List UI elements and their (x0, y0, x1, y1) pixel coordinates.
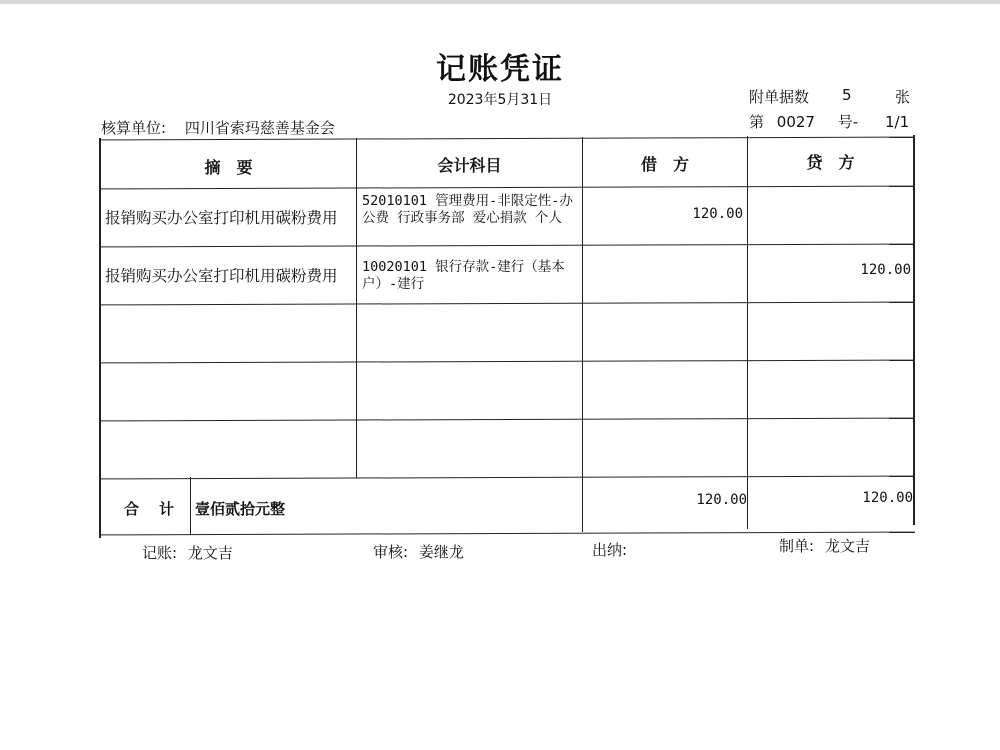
row-line-4 (99, 418, 915, 422)
scan-top-edge (0, 0, 1000, 4)
bookkeeper-name: 龙文吉 (187, 544, 233, 562)
cashier-label: 出纳: (592, 541, 628, 559)
col-divider-2 (582, 137, 583, 532)
page-indicator: 1/1 (884, 113, 910, 131)
voucher-number-line (749, 111, 909, 132)
bookkeeper-label: 记账: (142, 544, 178, 562)
total-credit: 120.00 (862, 490, 913, 506)
voucher-title: 记账凭证 (436, 52, 564, 87)
header-account: 会计科目 (437, 156, 502, 175)
preparer-name: 龙文吉 (824, 537, 870, 555)
header-summary: 摘 要 (204, 158, 253, 177)
attachments-unit: 张 (895, 88, 911, 106)
table-border-right (913, 135, 915, 525)
number-suffix: 号- (837, 113, 859, 131)
preparer-label: 制单: (779, 537, 815, 555)
cashier-signature (592, 539, 633, 560)
row2-summary: 报销购买办公室打印机用碳粉费用 (105, 267, 338, 285)
unit-label: 核算单位: (101, 119, 167, 137)
attachments-info (749, 86, 911, 107)
attachments-count: 5 (842, 86, 852, 104)
reviewer-label: 审核: (373, 543, 409, 561)
accounting-unit (101, 117, 335, 138)
attachments-label: 附单据数 (749, 88, 810, 106)
row1-summary: 报销购买办公室打印机用碳粉费用 (105, 209, 338, 227)
row-line-5 (99, 476, 915, 480)
bookkeeper-signature (142, 542, 233, 563)
row2-credit: 120.00 (860, 262, 911, 278)
row1-debit: 120.00 (692, 206, 743, 222)
reviewer-signature (373, 541, 464, 562)
header-debit: 借 方 (640, 155, 689, 174)
total-amount-words: 壹佰贰拾元整 (195, 500, 286, 518)
header-credit: 贷 方 (806, 153, 855, 172)
total-label: 合计 (124, 500, 195, 518)
unit-name: 四川省索玛慈善基金会 (184, 119, 335, 137)
row-line-header (99, 186, 915, 190)
row-line-2 (99, 302, 915, 306)
voucher-number: 0027 (776, 113, 815, 131)
col-divider-3 (747, 136, 748, 529)
total-debit: 120.00 (696, 492, 747, 508)
voucher-date: 2023年5月31日 (447, 92, 553, 108)
row-line-3 (99, 360, 915, 364)
row1-account: 52010101 管理费用-非限定性-办公费 行政事务部 爱心捐款 个人 (362, 193, 573, 226)
reviewer-name: 姜继龙 (418, 543, 464, 561)
row-line-1 (99, 244, 915, 248)
col-divider-1 (356, 138, 357, 478)
row2-account: 10020101 银行存款-建行（基本户）-建行 (362, 259, 565, 292)
preparer-signature (779, 535, 870, 556)
number-prefix: 第 (749, 113, 765, 131)
